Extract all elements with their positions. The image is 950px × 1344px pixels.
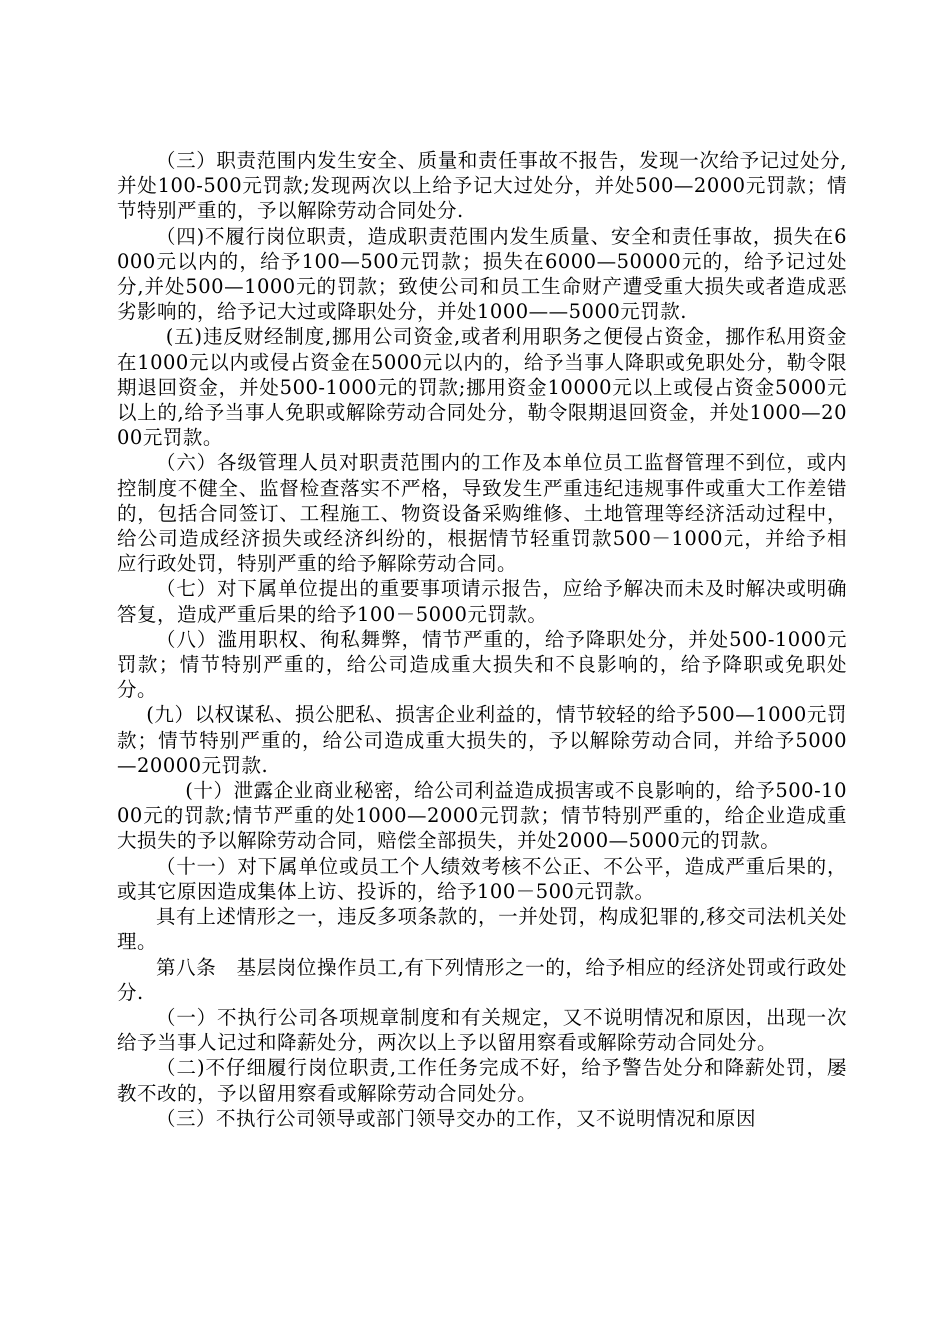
paragraph-summary: 具有上述情形之一，违反多项条款的，一并处罚，构成犯罪的,移交司法机关处理。 <box>117 905 847 954</box>
paragraph-item-8: （八）滥用职权、徇私舞弊，情节严重的，给予降职处分，并处500-1000元罚款；情节特别严重的，给公司造成重大损失和不良影响的，给予降职或免职处分。 <box>117 627 847 702</box>
paragraph-item-4: （四)不履行岗位职责，造成职责范围内发生质量、安全和责任事故，损失在6000元以内的，给予100—500元罚款；损失在6000—50000元的，给予记过处分,并处500—1000元的罚款；致使公司和员工生命财产遭受重大损失或者造成恶劣影响的，给予记大过或降职处分，并处1000——5000元罚款. <box>117 224 847 324</box>
paragraph-item-9: (九）以权谋私、损公肥私、损害企业利益的，情节较轻的给予500—1000元罚款；情节特别严重的，给公司造成重大损失的，予以解除劳动合同，并给予5000—20000元罚款. <box>117 703 847 777</box>
article-8-item-1: （一）不执行公司各项规章制度和有关规定，又不说明情况和原因，出现一次给予当事人记过和降薪处分，两次以上予以留用察看或解除劳动合同处分。 <box>117 1005 847 1055</box>
article-8-heading: 第八条 基层岗位操作员工,有下列情形之一的，给予相应的经济处罚或行政处分. <box>117 955 847 1004</box>
document-page <box>117 148 847 1131</box>
article-8-item-2: （二)不仔细履行岗位职责,工作任务完成不好，给予警告处分和降薪处罚，屡教不改的，予以留用察看或解除劳动合同处分。 <box>117 1056 847 1105</box>
paragraph-item-3: （三）职责范围内发生安全、质量和责任事故不报告，发现一次给予记过处分,并处100-500元罚款;发现两次以上给予记大过处分，并处500—2000元罚款；情节特别严重的，予以解除劳动合同处分. <box>117 149 847 223</box>
paragraph-item-5: (五)违反财经制度,挪用公司资金,或者利用职务之便侵占资金，挪作私用资金在1000元以内或侵占资金在5000元以内的，给予当事人降职或免职处分，勒令限期退回资金，并处500-1000元的罚款;挪用资金10000元以上或侵占资金5000元以上的,给予当事人免职或解除劳动合同处分，勒令限期退回资金，并处1000—2000元罚款。 <box>117 325 847 450</box>
paragraph-item-10: (十）泄露企业商业秘密，给公司利益造成损害或不良影响的，给予500-1000元的罚款;情节严重的处1000—2000元罚款；情节特别严重的，给企业造成重大损失的予以解除劳动合同，赔偿全部损失，并处2000—5000元的罚款。 <box>117 779 847 853</box>
paragraph-item-6: （六）各级管理人员对职责范围内的工作及本单位员工监督管理不到位，或内控制度不健全、监督检查落实不严格，导致发生严重违纪违规事件或重大工作差错的，包括合同签订、工程施工、物资设备采购维修、土地管理等经济活动过程中，给公司造成经济损失或经济纠纷的，根据情节轻重罚款500－1000元，并给予相应行政处罚，特别严重的给予解除劳动合同。 <box>117 451 847 576</box>
article-8-item-3: （三）不执行公司领导或部门领导交办的工作，又不说明情况和原因 <box>156 1106 757 1130</box>
paragraph-item-7: （七）对下属单位提出的重要事项请示报告，应给予解决而未及时解决或明确答复，造成严重后果的给予100－5000元罚款。 <box>117 577 847 626</box>
paragraph-item-11: （十一）对下属单位或员工个人绩效考核不公正、不公平，造成严重后果的，或其它原因造成集体上访、投诉的，给予100－500元罚款。 <box>117 854 847 903</box>
